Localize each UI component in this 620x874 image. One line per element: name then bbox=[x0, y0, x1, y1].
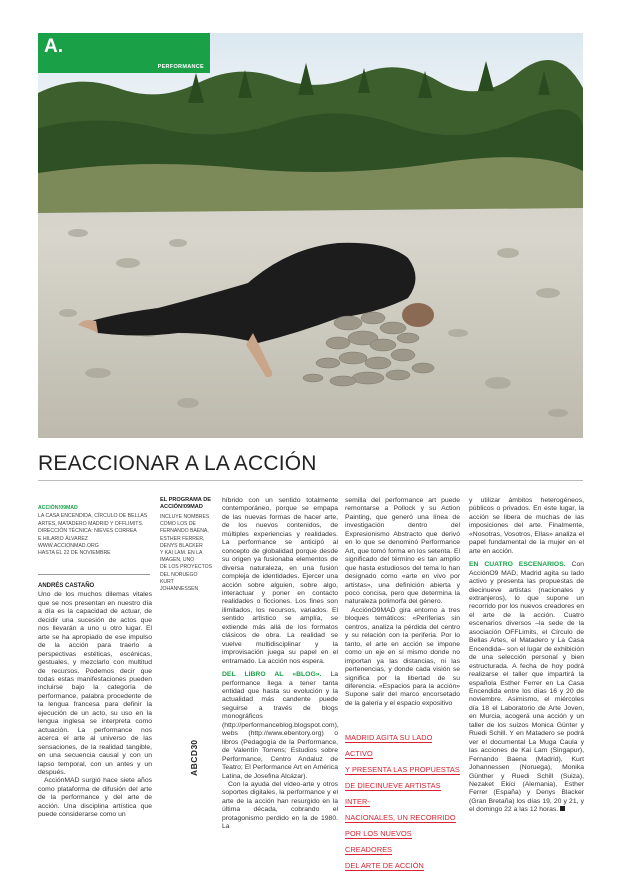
paragraph: AcciónMAD surgió hace siete años como plataforma de difusión del arte de la performance y del arte de acción. Una disciplina artística que puede considerarse como un bbox=[38, 777, 152, 819]
article-column-4 bbox=[469, 497, 584, 815]
headline: REACCIONAR A LA ACCIÓN bbox=[38, 452, 317, 475]
paragraph: Con la ayuda del vídeo-arte y otros soportes digitales, la performance y el arte de la acción han resurgido en la última década, cobrando el protagonismo perdido en la de 1980. La bbox=[222, 780, 338, 831]
page-number: 30 bbox=[189, 739, 199, 750]
caption-line: FERNANDO BAENA, bbox=[160, 528, 209, 535]
end-mark-icon bbox=[560, 806, 565, 811]
paragraph-text: Con AcciónO9 MAD, Madrid agita su lado activo y presenta las propuestas de diecinueve artistas (nacionales y extranjeros), lo que supone un recorrido por los nuevos creadores en el arte de la acción. Cuatro escenarios diversos –la sede de la asociación OFFLimits, el Círculo de Bellas Artes, el Matadero y La Casa Encendida– son el lugar de exhibición de una selección personal y bien estructurada. A fecha de hoy podrá realizarse el taller que impartirá la española Esther Ferrer en La Casa Encendida entre los días 16 y 20 de noviembre. Asimismo, el miércoles día 18 el Laboratorio de Arte Joven, en Murcia, acogerá una acción y un taller de los suizos Monica Günter y Ruedi Schill. Y en Matadero se podrá ver el documental La Muga Caula y las acciones de Kai Lam (Singapur), Fernando Baena (Madrid), Kurt Johannessen (Noruega), Monika Günther y Ruedi Schill (Suiza), Nezaket Ekici (Alemania), Esther Ferrer (España) y Denys Blacker (Gran Bretaña) los días 19, 20 y 21, y el domingo 22 a las 12 horas. bbox=[469, 561, 585, 814]
article-column-3 bbox=[345, 497, 460, 708]
paragraph: y utilizar ámbitos heterogéneos, públicos o privados. En este lugar, la acción se libera de muchas de las imposiciones del arte. Finalmente, «Nosotras, Vosotros, Ellas» analiza el papel fundamental de la mujer en el arte en acción. bbox=[469, 497, 584, 555]
caption-line: DENYS BLACKER bbox=[160, 542, 203, 549]
pull-quote bbox=[345, 730, 460, 874]
event-info-line: DIRECCIÓN TÉCNICA: NIEVES CORREA bbox=[38, 528, 137, 535]
event-info-line: ARTES, MATADERO MADRID Y OFFLIMITS. bbox=[38, 520, 144, 527]
article-column-1 bbox=[38, 582, 152, 820]
caption-line: Y KAI LAM. EN LA bbox=[160, 550, 203, 557]
pull-quote-line: MADRID AGITA SU LADO ACTIVO bbox=[345, 733, 433, 758]
event-info-title: ACCIÓN!09MAD bbox=[38, 505, 78, 511]
byline: ANDRÉS CASTAÑO bbox=[38, 583, 95, 589]
pull-quote-line: POR LOS NUEVOS CREADORES bbox=[345, 829, 412, 854]
paragraph bbox=[469, 561, 584, 815]
pull-quote-line: NACIONALES, UN RECORRIDO bbox=[345, 813, 456, 822]
feature-photo bbox=[38, 33, 583, 438]
event-info-line: HASTA EL 22 DE NOVIEMBRE bbox=[38, 550, 111, 557]
publication-mark: ABCD bbox=[189, 749, 199, 776]
subheading: DEL LIBRO AL «BLOG». bbox=[222, 671, 322, 679]
paragraph-text: La performance llega a tener tanta entidad que hasta su evolución y la actualidad más candente puede seguirse a través de blogs monográficos (http://performanceblog.blogspot.com), webs (http://www.ebentory.org) o libros (Pedagogía de la Performance, de Valentín Torrens; Estudios sobre Performance, Centro Andaluz de Teatro; El Performance Art en América Latina, de Josefina Alcázar). bbox=[222, 671, 339, 780]
caption-line: INCLUYE NOMBRES bbox=[160, 514, 210, 520]
pull-quote-line: Y PRESENTA LAS PROPUESTAS bbox=[345, 765, 460, 774]
caption-line: DE LOS PROYECTOS bbox=[160, 564, 212, 571]
caption-line: COMO LOS DE bbox=[160, 521, 196, 528]
pull-quote-line: DEL ARTE DE ACCIÓN bbox=[345, 861, 424, 870]
caption-line: KURT JOHANNESSEN bbox=[160, 578, 199, 593]
event-info-line: LA CASA ENCENDIDA, CÍRCULO DE BELLAS bbox=[38, 513, 148, 520]
paragraph: semilla del performance art puede remontarse a Pollock y su Action Painting, que generó una línea de investigación dentro del Expresionismo Abstracto que derivó en lo que se denominó Performance Art, que tomó forma en los setenta. El significado del término es tan amplio que hasta estudiosos del tema lo han designado como «arte en vivo por artistas», una definición abierta y poco concisa, pero que determina la naturaleza polimorfa del género. bbox=[345, 497, 460, 606]
performance-photo-illustration bbox=[38, 33, 583, 438]
caption-line: IMAGEN, UNO bbox=[160, 557, 195, 564]
event-info-line: WWW.ACCIONMAD.ORG bbox=[38, 543, 99, 550]
paragraph: híbrido con un sentido totalmente contemporáneo, porque se empapa de las nuevas formas de hacer arte, de los nuevos contenidos, de múltiples experiencias y realidades. La performance se anticipó al concepto de globalidad porque desde su origen ya fusionaba elementos de diversa naturaleza, en una fusión compleja de identidades. Ejercer una acción sobre alguien, sobre algo, interactuar y poner en contacto realidades o ficciones. Los fines son ilimitados, los recursos, variados. El sentido artístico se amplía, se extiende más allá de los formatos clásicos de obra. La realidad se vuelve multidisciplinar y la improvisación juega su papel en el entramado. La acción nos espera. bbox=[222, 497, 338, 665]
caption-line: ESTHER FERRER, bbox=[160, 535, 205, 542]
section-tab bbox=[38, 33, 210, 73]
pull-quote-line: DE DIECINUEVE ARTISTAS INTER- bbox=[345, 781, 441, 806]
photo-caption bbox=[160, 497, 212, 593]
event-info bbox=[38, 505, 150, 558]
subheading: EN CUATRO ESCENARIOS. bbox=[469, 561, 566, 569]
page-folio bbox=[189, 740, 199, 776]
divider bbox=[38, 574, 150, 575]
paragraph bbox=[222, 671, 338, 781]
section-label: PERFORMANCE bbox=[157, 64, 204, 70]
paragraph: AcciónO9MAD gira entorno a tres bloques temáticos: «Periferias sin centros, analiza la pérdida del centro y su relación con la periferia. Por lo tanto, el arte en acción se impone como un eje en sí mismo donde no importan ya las distancias, ni las pertenencias, y donde cada visión se significa por la libertad de su diferencia. «Espacios para la acción» Supone salir del marco encorsetado de la galería y el espacio expositivo bbox=[345, 606, 460, 707]
section-letter: A. bbox=[44, 36, 63, 57]
caption-line: DEL NORUEGO bbox=[160, 571, 198, 578]
divider bbox=[38, 480, 583, 481]
paragraph: Uno de los muchos dilemas vitales que se nos presentan en nuestro día a día es la capacidad de actuar, de decidir una sucesión de actos que nos llevarán a uno u otro lugar. El arte se ha apropiado de ese impulso de la acción para traerlo a perspectivas estéticas, escénicas, gestuales, y mezclarlo con multitud de recursos. Podemos decir que todas estas manifestaciones pueden incluirse bajo la categoría de performance, palabra procedente de la lengua francesa para definir la ejecución de un acto, su uso en la lengua inglesa se interpreta como actuación. La performance nos acerca el arte al universo de las sensaciones, de la realidad tangible, en una secuencia causal y con un lapso temporal, con un antes y un después. bbox=[38, 591, 152, 776]
article-column-2 bbox=[222, 497, 338, 832]
event-info-line: E HILARIO ÁLVAREZ bbox=[38, 535, 88, 542]
caption-title: EL PROGRAMA DE ACCIÓN!09MAD bbox=[160, 497, 211, 510]
